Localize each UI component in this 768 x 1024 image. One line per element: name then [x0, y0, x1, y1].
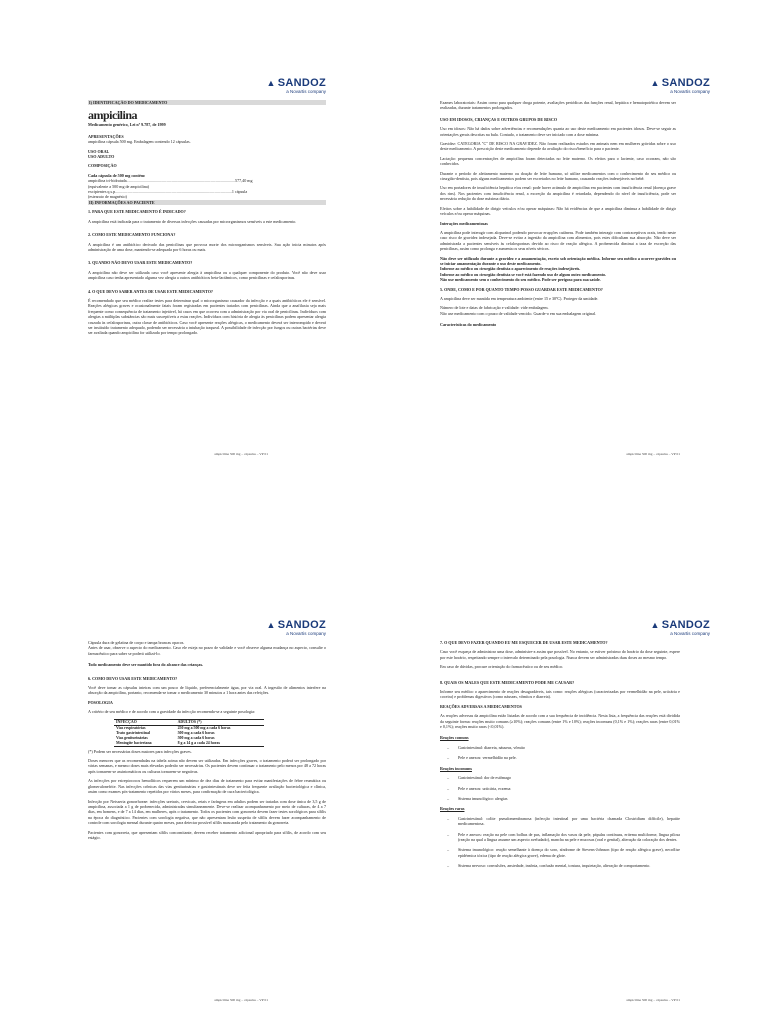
- table-note: (*) Podem ser necessárias doses maiores para infecções graves.: [88, 748, 192, 754]
- paragraph: ampicilina cápsula 500 mg. Embalagem contendo 12 cápsulas.: [88, 139, 191, 145]
- brand-name: SANDOZ: [661, 77, 710, 89]
- paragraph: As reações adversas da ampicilina estão listadas de acordo com a sua frequência de incidência. Nesta lista, a frequência das reações está dividida da seguinte forma: reações muito comuns (≥10%); reações comuns (entre 1% e 10%); reações incomuns (0,1% e 1%); reações raras (entre 0,01% e 0,1%); reações muito raras (<0,01%).: [440, 713, 680, 730]
- brand-name: SANDOZ: [661, 619, 710, 631]
- paragraph: Caso você esqueça de administrar uma dose, administre-a assim que possível. No entanto, se estiver próximo do horário da dose seguinte, espere por este horário, respeitando sempre o intervalo determinado pela posologia. Nunca devem ser administradas duas doses ao mesmo tempo.: [440, 649, 680, 660]
- paragraph: Lactação: pequenas concentrações de ampicilina foram detectadas no leite materno. Os efeitos para o lactente, caso ocorram, não são conhecidos.: [440, 155, 676, 167]
- paragraph: Infecção por Neisseria gonorrhoeae: infecções uretrais, cervicais, retais e faríngeas em adultos podem ser tratadas com dose única de 3,5 g de ampicilina, associada a 1 g de probenecida, administradas simultaneamente. Deve-se realizar acompanhamento por meio de culturas, de 4 a 7 dias, em homens, e de 7 a 14 dias, em mulheres, após o tratamento. Todos os pacientes com gonorreia devem fazer testes sorológicos para sífilis na época do diagnóstico. Pacientes com sorologia negativa, que não apresentam lesão suspeita de sífilis devem fazer acompanhamento de controle com sorologia mensal durante quatro meses, para detectar possível sífilis mascarada pelo tratamento da gonorreia.: [88, 798, 326, 826]
- table-cell: Trato gastrintestinal: [116, 730, 150, 735]
- document-page-3: [0, 512, 384, 1024]
- composition-line: ampicilina tri-hidratada..........................................................................................................577,40 mg: [88, 178, 253, 184]
- paragraph: Uso em idosos: Não há dados sobre advertências e recomendações quanta ao uso deste medicamento em pacientes idosos. Deve-se seguir as orientações gerais descritas na bula. Contudo, o tratamento deve ser iniciado com a dose mínima.: [440, 126, 676, 137]
- sandoz-symbol-icon: ▲: [650, 78, 660, 88]
- paragraph: A critério de seu médico e de acordo com a gravidade da infecção recomenda-se a seguinte posologia:: [88, 709, 256, 715]
- document-page-1: [0, 0, 384, 512]
- document-page-4: [384, 512, 768, 1024]
- paragraph: Não use medicamento com o prazo de validade vencido. Guarde-o em sua embalagem original.: [440, 310, 597, 316]
- drug-name: ampicilina: [88, 108, 138, 123]
- table-cell: 8 g a 14 g a cada 24 horas: [176, 741, 264, 747]
- warning-text: Não use medicamento sem o conhecimento do seu médico. Pode ser perigoso para sua saúde.: [440, 277, 601, 283]
- question-heading: 2. COMO ESTE MEDICAMENTO FUNCIONA?: [88, 232, 176, 238]
- sandoz-symbol-icon: ▲: [266, 620, 276, 630]
- page-content: [440, 640, 680, 874]
- list-item: – Sistema imunológico: alergias: [440, 796, 680, 801]
- question-heading: 4. O QUE DEVO SABER ANTES DE USAR ESTE MEDICAMENTO?: [88, 288, 213, 294]
- subsection-heading: Reações raras: [440, 806, 465, 812]
- paragraph: Uso em portadores de insuficiência hepática e/ou renal: pode haver acúmulo de ampicilina em pacientes com insuficiência renal (doença grave dos rins). Nos pacientes com insuficiência renal, a excreção da ampicilina é retardada, dependendo do nível de insuficiência, pode ser necessária redução da dose máxima diária.: [440, 185, 676, 202]
- uso-oral: USO ORAL: [88, 148, 110, 154]
- reaction-list: [440, 816, 680, 869]
- paragraph: Efeitos sobre a habilidade de dirigir veículos e/ou operar máquinas: Não há evidências de que a ampicilina diminua a habilidade de dirigir veículos e/ou operar máquinas.: [440, 205, 676, 217]
- uso-adulto: USO ADULTO: [88, 154, 115, 160]
- composition-line: (equivalente a 500 mg de ampicilina): [88, 183, 150, 189]
- table-cell: 500 mg a cada 6 horas: [177, 735, 215, 740]
- warning-text: Todo medicamento deve ser mantido fora do alcance das crianças.: [88, 662, 204, 668]
- sandoz-symbol-icon: ▲: [266, 78, 276, 88]
- list-item: – Gastrintestinal: dor de estômago: [440, 775, 680, 780]
- question-heading: 8. QUAIS OS MALES QUE ESTE MEDICAMENTO PODE ME CAUSAR?: [440, 679, 575, 685]
- composition-line: excipientes q.s.p..................................................................................................................1 cápsula: [88, 189, 248, 195]
- brand-name: SANDOZ: [277, 77, 326, 89]
- section-header: I) IDENTIFICAÇÃO DO MEDICAMENTO: [88, 100, 326, 105]
- sandoz-symbol-icon: ▲: [650, 620, 660, 630]
- dosage-table: [114, 719, 264, 747]
- subsection-heading: Reações comuns: [440, 735, 469, 741]
- paragraph: Pacientes com gonorreia, que apresentam sífilis concomitante, devem receber tratamento adicional apropriado para sífilis, de acordo com seu estágio.: [88, 829, 326, 840]
- paragraph: Durante o período de aleitamento materno ou doação de leite humano, só utilize medicamentos com o conhecimento do seu médico ou cirurgião-dentista, pois alguns medicamentos podem ser excretados no leite humano, causando reações indesejáveis no bebê.: [440, 170, 676, 182]
- generic-law: Medicamento genérico, Lei nº 9.787, de 1999: [88, 122, 166, 128]
- question-heading: 3. QUANDO NÃO DEVO USAR ESTE MEDICAMENTO?: [88, 260, 193, 266]
- paragraph: É recomendado que seu médico realize testes para determinar qual o microrganismo causador da infecção e a quais antibióticos ele é sensível. Reações alérgicas graves e ocasionalmente fatais foram registradas em pacientes tratados com penicilinas. Ainda que a anafilaxia seja mais frequente como consequência de tratamento injetável, há casos em que ocorreu com a administração por via oral de penicilinas. Indivíduos com alergias a múltiplas substâncias são mais susceptíveis a estas reações. Indivíduos com história de alergia às penicilinas podem apresentar alergia cruzada às cefalosporinas, outra classe de antibióticos. Caso você apresente reações alérgicas, o medicamento deverá ser interrompido e deverá ser instituído tratamento adequado, podendo ser necessária a intubação traqueal. A possibilidade de infecção por fungos ou outras bactérias deve ser avaliada quando ampicilina for utilizada por tempo prolongado.: [88, 297, 326, 336]
- paragraph: Número de lote e datas de fabricação e validade: vide embalagem.: [440, 305, 549, 311]
- page-footer: ampicilina 500 mg – cápsulas – VP 01: [214, 998, 268, 1002]
- paragraph: A ampicilina é um antibiótico derivado das penicilinas que provoca morte dos microrganismos sensíveis. Sua ação inicia minutos após administração de uma dose, mantendo-se adequada por 6 horas ou mais.: [88, 241, 326, 252]
- paragraph: As infecções por estreptococos hemolíticos requerem um mínimo de dez dias de tratamento para evitar manifestações de febre reumática ou glomerulonefrite. Nas infecções crônicas das vias geniturinárias e gastrintestinais deve ser feita frequente avaliação bacteriológica e clínica, assim como exames pós-tratamento repetidos por vários meses, para confirmação de cura bacteriológica.: [88, 778, 326, 795]
- subsection-heading: Reações incomuns: [440, 765, 472, 771]
- paragraph: Cápsula dura de gelatina de corpo e tampa brancas opacos.: [88, 640, 185, 645]
- page-content: [440, 100, 676, 332]
- table-header: ADULTOS (*): [176, 719, 264, 725]
- page-content: [88, 640, 326, 844]
- paragraph: A ampicilina deve ser mantida em temperatura ambiente (entre 15 e 30ºC). Proteger da umidade.: [440, 295, 599, 301]
- brand-name: SANDOZ: [277, 619, 326, 631]
- table-cell: Vias respiratórias: [116, 725, 146, 730]
- paragraph: Você deve tomar as cápsulas inteiras com um pouco de líquido, preferencialmente água, por via oral. A ingestão de alimentos interfere na absorção da ampicilina, portanto, recomenda-se tomar o medicamento 30 minutos a 1 hora antes das refeições.: [88, 685, 326, 696]
- table-cell: 500 mg a cada 6 horas: [177, 730, 215, 735]
- section-heading: Interações medicamentosas: [440, 220, 488, 226]
- heading-composicao: COMPOSIÇÃO: [88, 163, 117, 169]
- table-cell: 250 mg a 500 mg a cada 6 horas: [177, 725, 231, 730]
- page-footer: ampicilina 500 mg – cápsulas – VP 01: [214, 452, 268, 456]
- table-row: [114, 741, 264, 747]
- paragraph: Antes de usar, observe o aspecto do medicamento. Caso ele esteja no prazo de validade e você observe alguma mudança no aspecto, consulte o farmacêutico para saber se poderá utilizá-lo.: [88, 645, 326, 656]
- warning-text: Não deve ser utilizado durante a gravidez e a amamentação, exceto sob orientação médica. Informe seu médico a ocorrer gravidez ou se iniciar amamentação durante o uso deste medicamento.: [440, 255, 676, 266]
- question-heading: 7. O QUE DEVO FAZER QUANDO EU ME ESQUECER DE USAR ESTE MEDICAMENTO?: [440, 640, 608, 645]
- brand-tagline: a Novartis company: [286, 89, 326, 94]
- heading-apresentacoes: APRESENTAÇÕES: [88, 133, 124, 139]
- warning-text: Informe ao médico ou cirurgião dentista o aparecimento de reações indesejáveis.: [440, 266, 581, 272]
- paragraph: Informe seu médico o aparecimento de reações desagradáveis, tais como: reações alérgicas (caracterizadas por vermelhidão na pele, urticária e coceira) e problemas digestivos (como náuseas, vômitos e diarreia).: [440, 689, 680, 700]
- list-item: – Sistema imunológico: reação semelhante à doença do soro, síndrome de Stevens-Johnson (tipo de reação alérgica grave), necrólise epidérmica tóxica (tipo de reação alérgica grave), edema de glote.: [440, 847, 680, 858]
- brand-tagline: a Novartis company: [670, 631, 710, 636]
- section-heading: USO EM IDOSOS, CRIANÇAS E OUTROS GRUPOS DE RISCO: [440, 116, 558, 122]
- composition-intro: Cada cápsula de 500 mg contém:: [88, 172, 146, 178]
- brand-logo: [651, 620, 710, 637]
- question-heading: 6. COMO DEVO USAR ESTE MEDICAMENTO?: [88, 675, 178, 681]
- paragraph: A ampicilina está indicada para o tratamento de diversas infecções causadas por microrganismos sensíveis a este medicamento.: [88, 218, 297, 224]
- list-item: – Gastrintestinal: diarreia, náuseas, vômito: [440, 745, 680, 750]
- document-page-2: [384, 0, 768, 512]
- section-header: II) INFORMAÇÕES AO PACIENTE: [88, 200, 326, 205]
- brand-logo: [267, 620, 326, 637]
- table-cell: Meningite bacteriana: [114, 741, 176, 747]
- table-cell: Vias geniturinárias: [116, 735, 148, 740]
- list-item: – Pele e anexos: vermelhidão na pele.: [440, 755, 680, 760]
- section-heading: POSOLOGIA: [88, 699, 113, 705]
- paragraph: Gravidez: CATEGORIA "C" DE RISCO NA GRAVIDEZ. Não foram realizados estudos em animais nem em mulheres grávidas sobre o uso deste medicamento. A prescrição deste medicamento depende da avaliação do risco/benefício para o paciente.: [440, 141, 676, 152]
- question-heading: 1. PARA QUE ESTE MEDICAMENTO É INDICADO?: [88, 209, 186, 215]
- question-heading: 5. ONDE, COMO E POR QUANTO TEMPO POSSO GUARDAR ESTE MEDICAMENTO?: [440, 286, 603, 292]
- section-heading: Características do medicamento: [440, 322, 497, 328]
- brand-logo: [651, 78, 710, 95]
- composition-line: (estearato de magnésio): [88, 194, 127, 200]
- list-item: – Pele e anexos: urticária, eczema: [440, 786, 680, 791]
- brand-tagline: a Novartis company: [670, 89, 710, 94]
- paragraph: A ampicilina não deve ser utilizada caso você apresente alergia à ampicilina ou a qualquer componente do produto. Você não deve usar ampicilina caso tenha apresentado alguma vez alergia a outros antibióticos beta-lactâmicos, como penicilinas e cefalosporinas.: [88, 269, 326, 281]
- page-content: [88, 100, 326, 340]
- table-header: INFECÇÃO: [114, 719, 176, 725]
- reaction-list: [440, 745, 680, 761]
- brand-logo: [267, 78, 326, 95]
- page-footer: ampicilina 500 mg – cápsulas – VP 01: [626, 998, 680, 1002]
- warning-text: Informe ao médico ou cirurgião dentista se você está fazendo uso de algum outro medicamento.: [440, 271, 607, 277]
- paragraph: A ampicilina pode interagir com alopurinol podendo provocar erupções cutâneas. Pode também interagir com contraceptivos orais, tendo neste caso risco de gravidez indesejada. Deve-se evitar a ingestão da ampicilina com alimentos, pois estes dificultam sua absorção. Não deve ser administrada a pacientes sensíveis às cefalosporinas devido ao risco de reação alérgica. A probenecida diminui a taxa de excreção das penicilinas, assim como prolonga e aumenta os seus níveis séricos.: [440, 229, 676, 252]
- paragraph: Em caso de dúvidas, procure orientação do farmacêutico ou de seu médico.: [440, 664, 564, 670]
- paragraph: Doses menores que as recomendadas na tabela acima não devem ser utilizadas. Em infecções graves, o tratamento poderá ser prolongado por várias semanas, e mesmo doses mais elevadas poderão ser necessárias. Os pacientes devem continuar o tratamento pelo menos por 48 a 72 horas após tornarem-se assintomáticos ou culturas tornarem-se negativas.: [88, 758, 326, 774]
- paragraph: Exames laboratoriais: Assim como para qualquer droga potente, avaliações periódicas das funções renal, hepática e hematopoiética devem ser realizadas, durante tratamentos prolongados.: [440, 100, 676, 111]
- list-item: – Sistema nervoso: convulsões, ansiedade, insônia, confusão mental, tontura, inquietação, alteração de comportamento.: [440, 863, 680, 868]
- reaction-list: [440, 775, 680, 801]
- page-footer: ampicilina 500 mg – cápsulas – VP 01: [626, 452, 680, 456]
- section-heading: REAÇÕES ADVERSAS A MEDICAMENTOS: [440, 703, 522, 709]
- list-item: – Gastrintestinal: colite pseudomembranosa (infecção intestinal por uma bactéria chamada Clostridium difficile), hepatite medicamentosa.: [440, 816, 680, 827]
- list-item: – Pele e anexos: reação na pele com bolhas de pus, inflamação dos vasos da pele, pápulas contínuas, eritema multiforme, língua pilosa (reação na qual a língua assume um aspecto aveludado), mancha na pele e mucosas (oral e genital), alteração da coloração dos dentes.: [440, 832, 680, 843]
- brand-tagline: a Novartis company: [286, 631, 326, 636]
